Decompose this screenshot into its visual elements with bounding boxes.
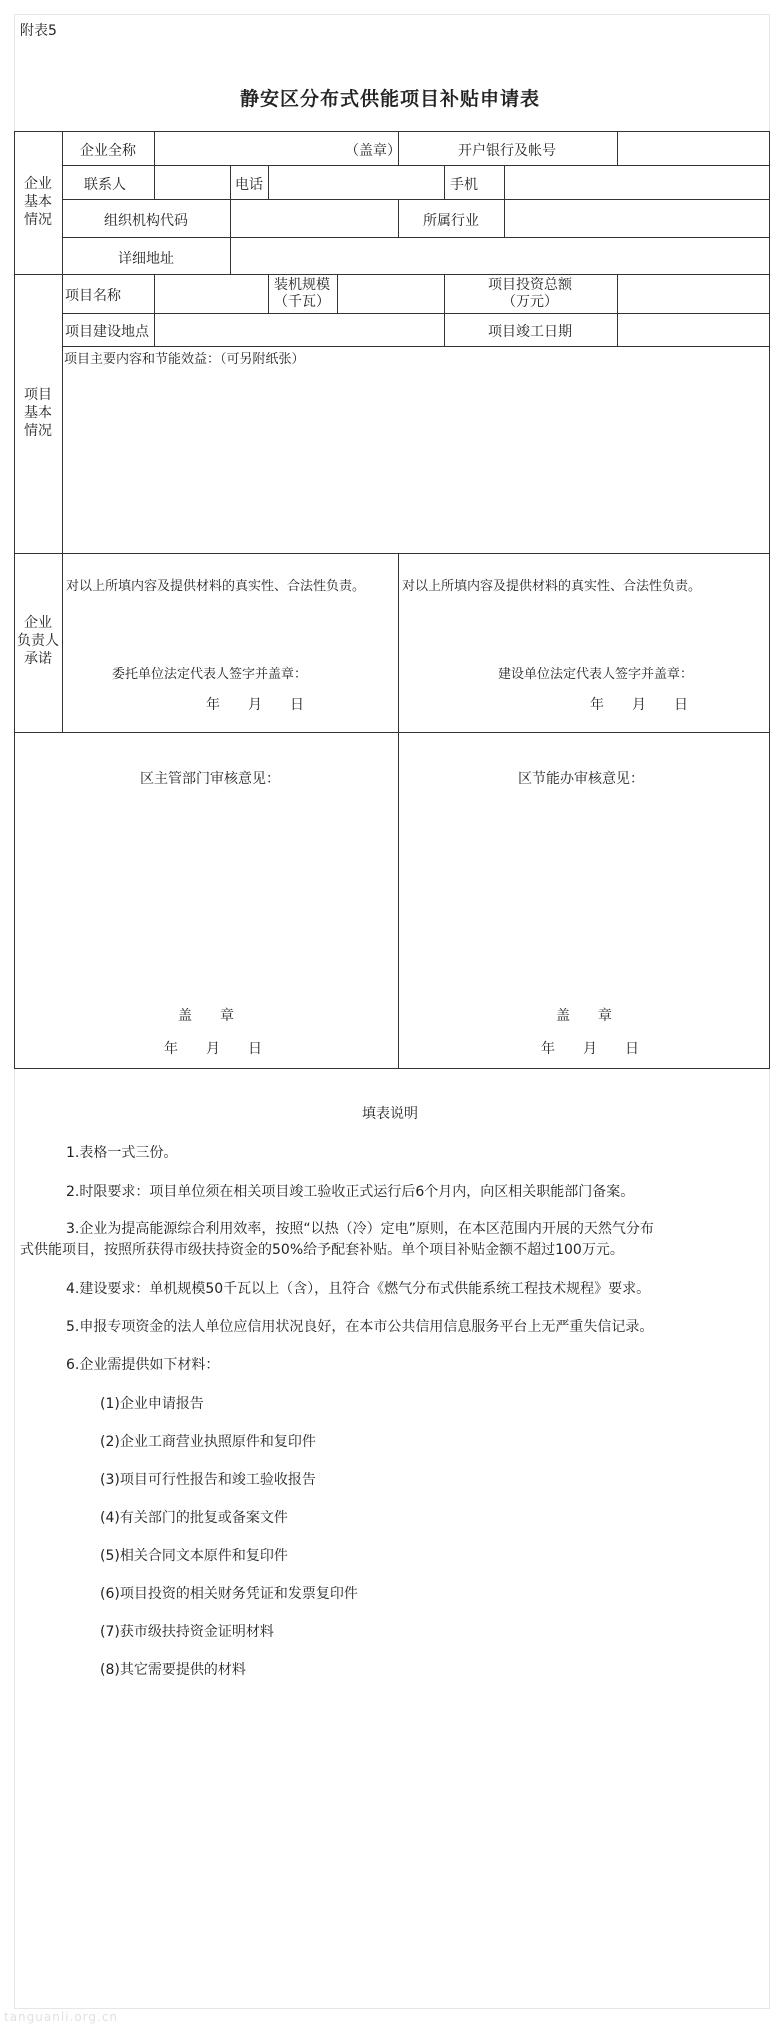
section-pledge-text: 企业 负责人 承诺 bbox=[17, 615, 59, 667]
instruction-3-line2: 式供能项目，按照所获得市级扶持资金的50%给予配套补贴。单个项目补贴金额不超过100万元。 bbox=[20, 1242, 624, 1258]
instruction-5: 5.申报专项资金的法人单位应信用状况良好，在本市公共信用信息服务平台上无严重失信记录。 bbox=[66, 1319, 654, 1335]
material-5: (5)相关合同文本原件和复印件 bbox=[100, 1548, 288, 1564]
material-2: (2)企业工商营业执照原件和复印件 bbox=[100, 1434, 316, 1450]
section-project-label bbox=[14, 386, 62, 440]
contact-label: 联系人 bbox=[84, 177, 126, 193]
capacity-label: 装机规模 （千瓦） bbox=[274, 277, 330, 310]
pledge-right-date: 年 月 日 bbox=[590, 697, 688, 713]
material-8: (8)其它需要提供的材料 bbox=[100, 1662, 246, 1678]
review-left-stamp: 盖 章 bbox=[178, 1008, 234, 1024]
location-label: 项目建设地点 bbox=[65, 324, 149, 340]
mobile-label: 手机 bbox=[450, 177, 478, 193]
pledge-left-text: 对以上所填内容及提供材料的真实性、合法性负责。 bbox=[66, 579, 366, 594]
material-6: (6)项目投资的相关财务凭证和发票复印件 bbox=[100, 1586, 358, 1602]
site-watermark: tanguanli.org.cn bbox=[4, 2010, 119, 2024]
industry-label: 所属行业 bbox=[423, 213, 479, 229]
instructions-title: 填表说明 bbox=[362, 1106, 418, 1122]
instruction-2: 2.时限要求：项目单位须在相关项目竣工验收正式运行后6个月内，向区相关职能部门备案。 bbox=[66, 1184, 635, 1200]
attachment-label: 附表5 bbox=[20, 23, 57, 39]
company-name-label: 企业全称 bbox=[80, 143, 136, 159]
project-name-label: 项目名称 bbox=[65, 288, 121, 304]
section-company-label bbox=[14, 175, 62, 229]
instruction-6: 6.企业需提供如下材料： bbox=[66, 1357, 220, 1373]
pledge-left-date: 年 月 日 bbox=[206, 697, 304, 713]
org-code-label: 组织机构代码 bbox=[104, 213, 188, 229]
phone-label: 电话 bbox=[235, 177, 263, 193]
material-3: (3)项目可行性报告和竣工验收报告 bbox=[100, 1472, 316, 1488]
sign-left-label: 委托单位法定代表人签字并盖章： bbox=[112, 667, 308, 682]
bank-account-label: 开户银行及帐号 bbox=[458, 143, 556, 159]
address-label: 详细地址 bbox=[118, 251, 174, 267]
section-pledge-label bbox=[14, 614, 62, 668]
sign-right-label: 建设单位法定代表人签字并盖章： bbox=[498, 667, 694, 682]
section-project-text: 项目 基本 情况 bbox=[24, 387, 52, 439]
instruction-3-line1: 3.企业为提高能源综合利用效率，按照“以热（冷）定电”原则，在本区范围内开展的天然气分布 bbox=[66, 1221, 654, 1237]
review-right-label: 区节能办审核意见： bbox=[518, 771, 644, 787]
instruction-4: 4.建设要求：单机规模50千瓦以上（含），且符合《燃气分布式供能系统工程技术规程》要求。 bbox=[66, 1281, 651, 1297]
review-left-label: 区主管部门审核意见： bbox=[140, 771, 280, 787]
material-7: (7)获市级扶持资金证明材料 bbox=[100, 1624, 274, 1640]
section-company-text: 企业 基本 情况 bbox=[24, 176, 52, 228]
instruction-1: 1.表格一式三份。 bbox=[66, 1145, 178, 1161]
review-right-date: 年 月 日 bbox=[541, 1041, 639, 1057]
completion-date-label: 项目竣工日期 bbox=[488, 324, 572, 340]
material-1: (1)企业申请报告 bbox=[100, 1396, 204, 1412]
project-content-label: 项目主要内容和节能效益：（可另附纸张） bbox=[64, 352, 305, 367]
page-title: 静安区分布式供能项目补贴申请表 bbox=[239, 88, 541, 110]
pledge-right-text: 对以上所填内容及提供材料的真实性、合法性负责。 bbox=[402, 579, 702, 594]
investment-label: 项目投资总额 （万元） bbox=[488, 277, 572, 310]
review-left-date: 年 月 日 bbox=[164, 1041, 262, 1057]
seal-note: （盖章） bbox=[345, 143, 401, 159]
material-4: (4)有关部门的批复或备案文件 bbox=[100, 1510, 288, 1526]
review-right-stamp: 盖 章 bbox=[556, 1008, 612, 1024]
